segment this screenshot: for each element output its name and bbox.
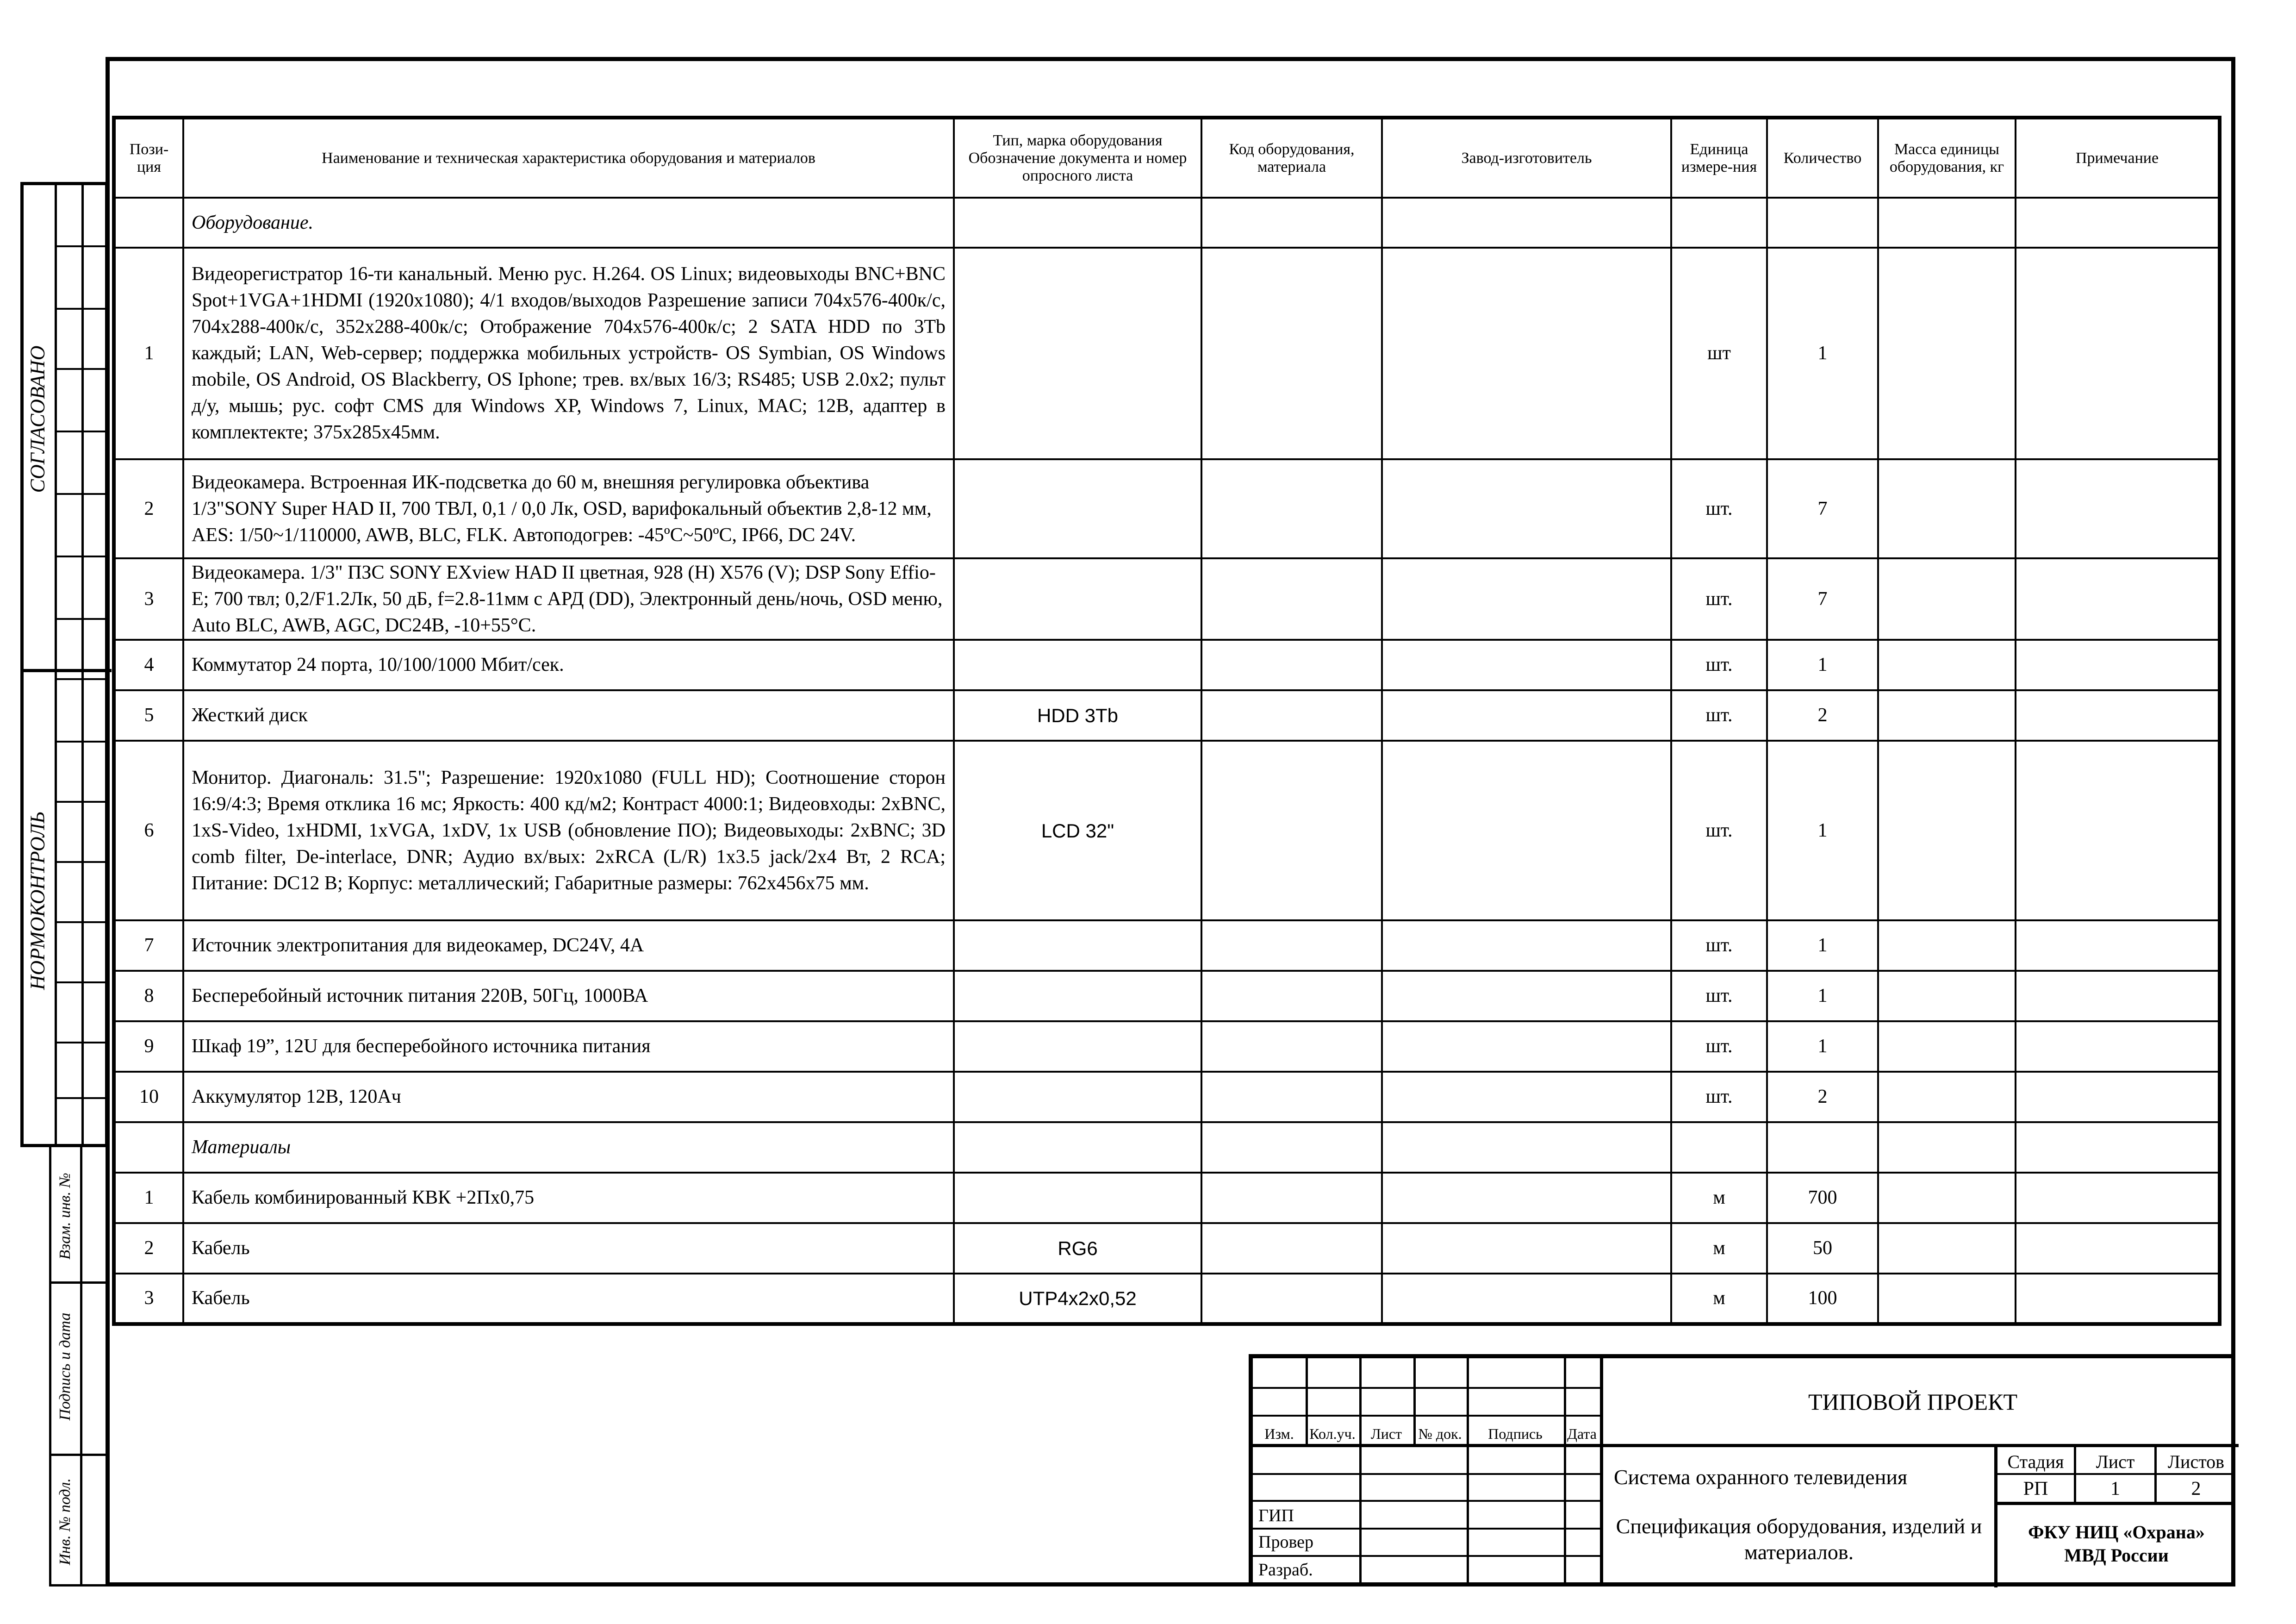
cell-pos: 6 bbox=[114, 741, 183, 920]
col-kol: Кол.уч. bbox=[1309, 1425, 1356, 1442]
cell-pos: 2 bbox=[114, 1223, 183, 1274]
table-row bbox=[114, 248, 2220, 459]
cell-unit: шт. bbox=[1671, 640, 1767, 690]
inventory-side-stamp bbox=[49, 1145, 108, 1587]
cell-pos: 3 bbox=[114, 1274, 183, 1324]
sheets-label: Листов bbox=[2167, 1451, 2225, 1472]
cell-qty: 2 bbox=[1767, 690, 1878, 741]
table-row bbox=[114, 1274, 2220, 1324]
cell-unit: шт. bbox=[1671, 690, 1767, 741]
header-unit: Единица измере-ния bbox=[1671, 118, 1767, 198]
cell-pos: 3 bbox=[114, 558, 183, 640]
table-row bbox=[114, 1021, 2220, 1072]
norm-control-label: НОРМОКОНТРОЛЬ bbox=[26, 811, 49, 990]
header-qty: Количество bbox=[1767, 118, 1878, 198]
cell-type bbox=[954, 640, 1201, 690]
cell-qty: 1 bbox=[1767, 640, 1878, 690]
cell-pos: 8 bbox=[114, 971, 183, 1021]
cell-type bbox=[954, 1072, 1201, 1122]
cell-unit: шт. bbox=[1671, 558, 1767, 640]
table-row bbox=[114, 741, 2220, 920]
project-title: ТИПОВОЙ ПРОЕКТ bbox=[1808, 1389, 2018, 1415]
table-row bbox=[114, 971, 2220, 1021]
cell-qty: 700 bbox=[1767, 1173, 1878, 1223]
table-row bbox=[114, 1173, 2220, 1223]
cell-name: Коммутатор 24 порта, 10/100/1000 Мбит/сек. bbox=[183, 640, 954, 690]
header-type: Тип, марка оборудования Обозначение документа и номер опросного листа bbox=[954, 118, 1201, 198]
cell-unit: шт. bbox=[1671, 741, 1767, 920]
cell-name: Жесткий диск bbox=[183, 690, 954, 741]
system-title: Система охранного телевидения bbox=[1614, 1465, 1908, 1489]
cell-type: UTP4x2x0,52 bbox=[954, 1274, 1201, 1324]
gip-label: ГИП bbox=[1258, 1506, 1294, 1525]
header-mass: Масса единицы оборудования, кг bbox=[1878, 118, 2016, 198]
col-doc: № док. bbox=[1418, 1425, 1462, 1442]
cell-pos: 2 bbox=[114, 459, 183, 558]
cell-pos: 1 bbox=[114, 248, 183, 459]
cell-name: Источник электропитания для видеокамер, DC24V, 4A bbox=[183, 920, 954, 971]
title-block bbox=[1249, 1354, 2235, 1587]
cell-type: HDD 3Tb bbox=[954, 690, 1201, 741]
cell-type bbox=[954, 1021, 1201, 1072]
section-row bbox=[114, 1122, 2220, 1173]
cell-name: Кабель bbox=[183, 1223, 954, 1274]
cell-type bbox=[954, 248, 1201, 459]
stage-label: Стадия bbox=[2007, 1451, 2064, 1472]
cell-unit: шт. bbox=[1671, 1072, 1767, 1122]
col-izm: Изм. bbox=[1264, 1425, 1294, 1442]
sheets-value: 2 bbox=[2191, 1478, 2201, 1499]
cell-pos: 5 bbox=[114, 690, 183, 741]
stage-value: РП bbox=[2023, 1478, 2048, 1499]
header-note: Примечание bbox=[2016, 118, 2220, 198]
cell-unit: шт bbox=[1671, 248, 1767, 459]
section-row bbox=[114, 198, 2220, 248]
cell-qty: 1 bbox=[1767, 248, 1878, 459]
cell-type: LCD 32" bbox=[954, 741, 1201, 920]
cell-type bbox=[954, 920, 1201, 971]
cell-qty: 7 bbox=[1767, 459, 1878, 558]
cell-unit: м bbox=[1671, 1274, 1767, 1324]
cell-name: Монитор. Диагональ: 31.5"; Разрешение: 1920x1080 (FULL HD); Соотношение сторон 16:9/4:3; Время отклика 16 мс; Яркость: 400 кд/м2; Контраст 4000:1; Видеовходы: 2xBNC, 1xS-Video, 1xHDMI, 1xVGA, 1xDV, 1x USB (обновление ПО); Видеовыходы: 2xBNC; 3D comb filter, De-interlace, DNR; Аудио вх/вых: 2xRCA (L/R) 1x3.5 jack/2x4 Вт, 2 RCA; Питание: DC12 В; Корпус: металлический; Габаритные размеры: 762x456x75 мм. bbox=[183, 741, 954, 920]
cell-pos: 1 bbox=[114, 1173, 183, 1223]
cell-unit: шт. bbox=[1671, 459, 1767, 558]
specification-table bbox=[112, 116, 2221, 1326]
cell-name: Бесперебойный источник питания 220В, 50Гц, 1000ВА bbox=[183, 971, 954, 1021]
table-row bbox=[114, 459, 2220, 558]
cell-type bbox=[954, 459, 1201, 558]
section-equipment: Оборудование. bbox=[183, 198, 954, 248]
cell-name: Шкаф 19”, 12U для бесперебойного источника питания bbox=[183, 1021, 954, 1072]
header-pos: Пози-ция bbox=[114, 118, 183, 198]
sign-date-label: Подпись и дата bbox=[56, 1312, 74, 1421]
table-row bbox=[114, 690, 2220, 741]
cell-type bbox=[954, 558, 1201, 640]
inv-orig-label: Инв. № подл. bbox=[56, 1478, 74, 1565]
cell-unit: м bbox=[1671, 1223, 1767, 1274]
sheet-label: Лист bbox=[2096, 1451, 2135, 1472]
cell-qty: 7 bbox=[1767, 558, 1878, 640]
cell-unit: шт. bbox=[1671, 920, 1767, 971]
cell-name: Аккумулятор 12В, 120Ач bbox=[183, 1072, 954, 1122]
prover-label: Провер bbox=[1258, 1532, 1314, 1552]
cell-pos: 7 bbox=[114, 920, 183, 971]
cell-name: Кабель комбинированный КВК +2Пх0,75 bbox=[183, 1173, 954, 1223]
cell-pos: 9 bbox=[114, 1021, 183, 1072]
agreed-label: СОГЛАСОВАНО bbox=[26, 345, 49, 493]
cell-qty: 50 bbox=[1767, 1223, 1878, 1274]
col-date: Дата bbox=[1567, 1425, 1597, 1442]
cell-type bbox=[954, 971, 1201, 1021]
col-list: Лист bbox=[1370, 1425, 1402, 1442]
cell-name: Видеокамера. Встроенная ИК-подсветка до 60 м, внешняя регулировка объектива 1/3"SONY Super HAD II, 700 ТВЛ, 0,1 / 0,0 Лк, OSD, варифокальный объектив 2,8-12 мм, AES: 1/50~1/110000, AWB, BLC, FLK. Автоподогрев: -45ºC~50ºC, IP66, DC 24V. bbox=[183, 459, 954, 558]
cell-name: Видеорегистратор 16-ти канальный. Меню рус. H.264. OS Linux; видеовыходы BNC+BNC Spot+1VGA+1HDMI (1920x1080); 4/1 входов/выходов Разрешение записи 704x576-400к/с, 704x288-400к/с, 352x288-400к/с; Отображение 704x576-400к/с; 2 SATA HDD по 3Tb каждый; LAN, Web-сервер; поддержка мобильных устройств- OS Symbian, OS Windows mobile, OS Android, OS Blackberry, OS Iphone; трев. вх/вых 16/3; RS485; USB 2.0x2; пульт д/у, мышь; рус. софт CMS для Windows XP, Windows 7, Linux, MAC; 12В, адаптер в комплектекте; 375x285x45мм. bbox=[183, 248, 954, 459]
table-row bbox=[114, 640, 2220, 690]
table-row bbox=[114, 920, 2220, 971]
cell-qty: 1 bbox=[1767, 741, 1878, 920]
header-code: Код оборудования, материала bbox=[1201, 118, 1382, 198]
cell-unit: шт. bbox=[1671, 971, 1767, 1021]
section-materials: Материалы bbox=[183, 1122, 954, 1173]
cell-qty: 1 bbox=[1767, 971, 1878, 1021]
razrab-label: Разраб. bbox=[1258, 1560, 1313, 1580]
cell-name: Видеокамера. 1/3" ПЗС SONY EXview HAD II цветная, 928 (H) X576 (V); DSP Sony Effio-E; 700 твл; 0,2/F1.2Лк, 50 дБ, f=2.8-11мм с АРД (DD), Электронный день/ночь, OSD меню, Auto BLC, AWB, AGC, DC24В, -10+55°C. bbox=[183, 558, 954, 640]
cell-pos: 10 bbox=[114, 1072, 183, 1122]
cell-name: Кабель bbox=[183, 1274, 954, 1324]
cell-qty: 2 bbox=[1767, 1072, 1878, 1122]
header-maker: Завод-изготовитель bbox=[1382, 118, 1671, 198]
cell-type bbox=[954, 1173, 1201, 1223]
cell-qty: 1 bbox=[1767, 1021, 1878, 1072]
document-title: Спецификация оборудования, изделий и материалов. bbox=[1616, 1514, 1982, 1564]
cell-qty: 100 bbox=[1767, 1274, 1878, 1324]
approval-side-stamp bbox=[20, 182, 108, 1147]
table-row bbox=[114, 1072, 2220, 1122]
table-header-row bbox=[114, 118, 2220, 198]
cell-qty: 1 bbox=[1767, 920, 1878, 971]
table-row bbox=[114, 558, 2220, 640]
cell-type: RG6 bbox=[954, 1223, 1201, 1274]
org-name-line2: МВД России bbox=[2064, 1545, 2169, 1566]
org-name-line1: ФКУ НИЦ «Охрана» bbox=[2028, 1522, 2205, 1543]
col-sign: Подпись bbox=[1488, 1425, 1543, 1442]
replaces-inv-label: Взам. инв. № bbox=[56, 1173, 74, 1260]
table-row bbox=[114, 1223, 2220, 1274]
sheet-value: 1 bbox=[2110, 1478, 2120, 1499]
cell-pos: 4 bbox=[114, 640, 183, 690]
cell-unit: шт. bbox=[1671, 1021, 1767, 1072]
header-name: Наименование и техническая характеристика оборудования и материалов bbox=[183, 118, 954, 198]
cell-unit: м bbox=[1671, 1173, 1767, 1223]
